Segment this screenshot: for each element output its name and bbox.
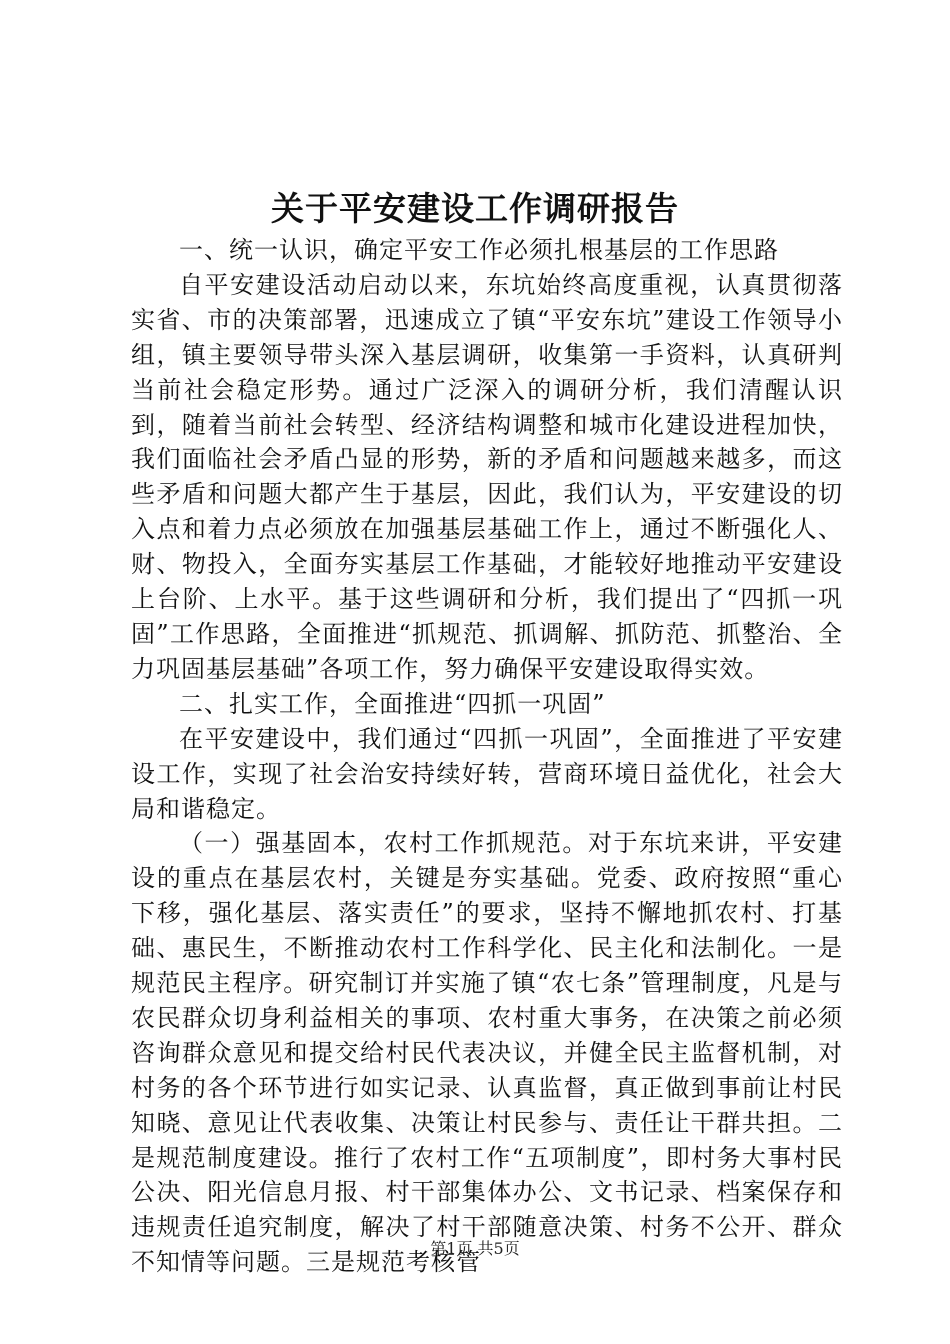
document-title: 关于平安建设工作调研报告 (271, 189, 679, 228)
paragraph-2: 在平安建设中，我们通过“四抓一巩固”，全面推进了平安建设工作，实现了社会治安持续好转，营商环境日益优化，社会大局和谐稳定。 (131, 724, 843, 823)
paragraph-1: 自平安建设活动启动以来，东坑始终高度重视，认真贯彻落实省、市的决策部署，迅速成立了镇“平安东坑”建设工作领导小组，镇主要领导带头深入基层调研，收集第一手资料，认真研判当前社会稳定形势。通过广泛深入的调研分析，我们清醒认识到，随着当前社会转型、经济结构调整和城市化建设进程加快，我们面临社会矛盾凸显的形势，新的矛盾和问题越来越多，而这些矛盾和问题大都产生于基层，因此，我们认为，平安建设的切入点和着力点必须放在加强基层基础工作上，通过不断强化人、财、物投入，全面夯实基层工作基础，才能较好地推动平安建设上台阶、上水平。基于这些调研和分析，我们提出了“四抓一巩固”工作思路，全面推进“抓规范、抓调解、抓防范、抓整治、全力巩固基层基础”各项工作，努力确保平安建设取得实效。 (131, 270, 843, 683)
section-heading-2: 二、扎实工作，全面推进“四抓一巩固” (179, 689, 606, 718)
section-heading-1: 一、统一认识，确定平安工作必须扎根基层的工作思路 (179, 236, 779, 264)
paragraph-3: （一）强基固本，农村工作抓规范。对于东坑来讲，平安建设的重点在基层农村，关键是夯实基础。党委、政府按照“重心下移，强化基层、落实责任”的要求，坚持不懈地抓农村、打基础、惠民生，不断推动农村工作科学化、民主化和法制化。一是规范民主程序。研究制订并实施了镇“农七条”管理制度，凡是与农民群众切身利益相关的事项、农村重大事务，在决策之前必须咨询群众意见和提交给村民代表决议，并健全民主监督机制，对村务的各个环节进行如实记录、认真监督，真正做到事前让村民知晓、意见让代表收集、决策让村民参与、责任让干群共担。二是规范制度建设。推行了农村工作“五项制度”，即村务大事村民公决、阳光信息月报、村干部集体办公、文书记录、档案保存和违规责任追究制度，解决了村干部随意决策、村务不公开、群众不知情等问题。三是规范考核管 (131, 829, 843, 1277)
document-body (131, 233, 843, 1280)
page-number-footer: 第1页 共5页 (430, 1239, 520, 1258)
